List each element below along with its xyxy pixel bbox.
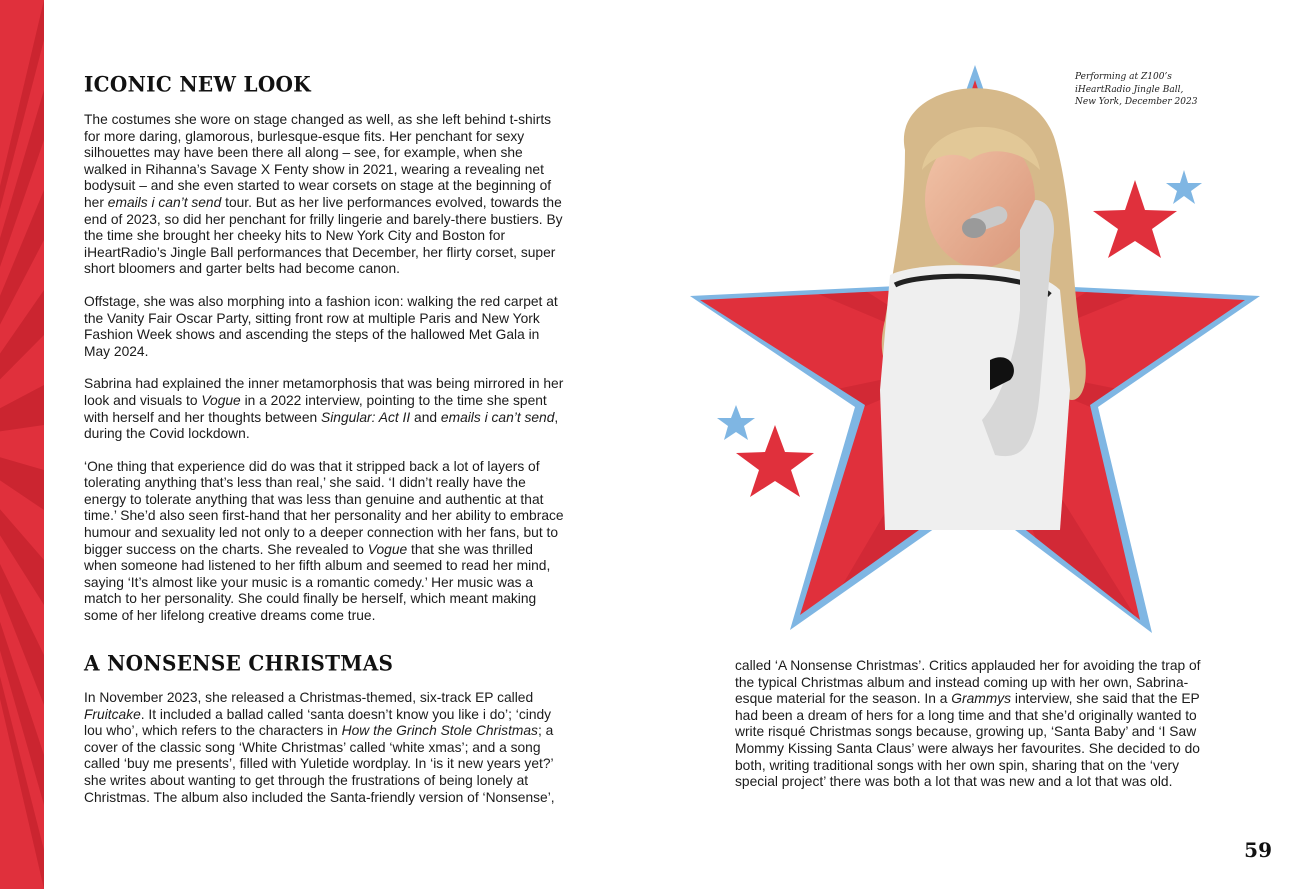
- caption-line: iHeartRadio Jingle Ball,: [1075, 84, 1184, 95]
- article-column-christmas-continued: [735, 658, 1220, 807]
- italic-title: Grammys: [951, 691, 1012, 707]
- performer-figure: [880, 88, 1086, 530]
- caption-line: New York, December 2023: [1075, 97, 1198, 107]
- body-paragraph: The costumes she wore on stage changed as well, as she left behind t-shirts for more daring, glamorous, burlesque-esque fits. Her penchant for sexy silhouettes may have been there all along – see, for example, when she walked in Rihanna’s Savage X Fenty show in 2021, wearing a revealing net bodysuit – and she even started to wear corsets on stage at the beginning of her emails i can’t send tour. But as her live performances evolved, towards the end of 2023, so did her penchant for frilly lingerie and barely-there bustiers. By the time she brought her cheeky hits to New York City and Boston for iHeartRadio’s Jingle Ball performances that December, her flirty corset, super short bloomers and garter belts had become canon.: [84, 112, 563, 277]
- sidebar-decoration: [0, 0, 44, 889]
- italic-title: How the Grinch Stole Christmas: [341, 723, 538, 739]
- page-number: 59: [1244, 838, 1272, 862]
- italic-title: emails i can’t send: [440, 409, 555, 425]
- sunburst-rays: [0, 0, 44, 889]
- italic-title: Fruitcake: [84, 706, 141, 722]
- body-paragraph: Offstage, she was also morphing into a fashion icon: walking the red carpet at the Vanity Fair Oscar Party, sitting front row at multiple Paris and New York Fashion Week shows and ascending the steps of the hallowed Met Gala in May 2024.: [84, 293, 558, 359]
- italic-title: Vogue: [367, 541, 408, 557]
- italic-title: emails i can’t send: [107, 194, 222, 210]
- photo-caption: [1075, 71, 1215, 109]
- body-paragraph: called ‘A Nonsense Christmas’. Critics applauded her for avoiding the trap of the typical Christmas album and instead coming up with her own, Sabrina-esque material for the season. In a Grammys interview, she said that the EP had been a dream of hers for a long time and that she’d originally wanted to write risqué Christmas songs because, growing up, ‘Santa Baby’ and ‘I Saw Mommy Kissing Santa Claus’ were always her favourites. She decided to do both, writing traditional songs with her own spin, sharing that on the ‘very special project’ there was both a lot that was new and a lot that was old.: [735, 658, 1201, 790]
- section-heading-iconic-new-look: ICONIC NEW LOOK: [84, 71, 311, 97]
- article-column-iconic: [84, 112, 569, 641]
- small-red-star-right: [1093, 180, 1177, 258]
- small-blue-star-right: [1166, 170, 1202, 204]
- section-heading-nonsense-christmas: A NONSENSE CHRISTMAS: [84, 650, 394, 676]
- italic-title: Singular: Act II: [321, 409, 411, 425]
- body-paragraph: In November 2023, she released a Christmas-themed, six-track EP called Fruitcake. It included a ballad called ‘santa doesn’t know you like i do’; ‘cindy lou who’, which refers to the characters in How the Grinch Stole Christmas; a cover of the classic song ‘White Christmas’ called ‘white xmas’; and a song called ‘buy me presents’, filled with Yuletide wordplay. In ‘is it new years yet?’ she writes about wanting to get through the frustrations of being lonely at Christmas. The album also included the Santa-friendly version of ‘Nonsense’,: [84, 690, 555, 805]
- italic-title: Vogue: [201, 392, 241, 408]
- body-paragraph: ‘One thing that experience did do was that it stripped back a lot of layers of tolerating anything that’s less than real,’ she said. ‘I didn’t really have the energy to tolerate anything that was less than genuine and authentic at that time.’ She’d also seen first-hand that her personality and her ability to embrace humour and sexuality led not only to a deeper connection with her fans, but to bigger success on the charts. She revealed to Vogue that she was thrilled when someone had listened to her fifth album and seemed to read her mind, saying ‘It’s almost like your music is a romantic comedy.’ Her music was a match to her personality. She could finally be herself, which meant making some of her lifelong creative dreams come true.: [84, 458, 564, 624]
- performer-photo-star-artwork: [690, 60, 1270, 640]
- small-red-star-left: [736, 425, 814, 497]
- small-blue-star-left: [717, 405, 755, 440]
- star-photo-illustration: [690, 60, 1270, 640]
- article-column-christmas: [84, 690, 569, 822]
- caption-line: Performing at Z100’s: [1075, 72, 1172, 82]
- body-paragraph: Sabrina had explained the inner metamorphosis that was being mirrored in her look and visuals to Vogue in a 2022 interview, pointing to the time she spent with herself and her thoughts between Singular: Act II and emails i can’t send, during the Covid lockdown.: [84, 376, 564, 442]
